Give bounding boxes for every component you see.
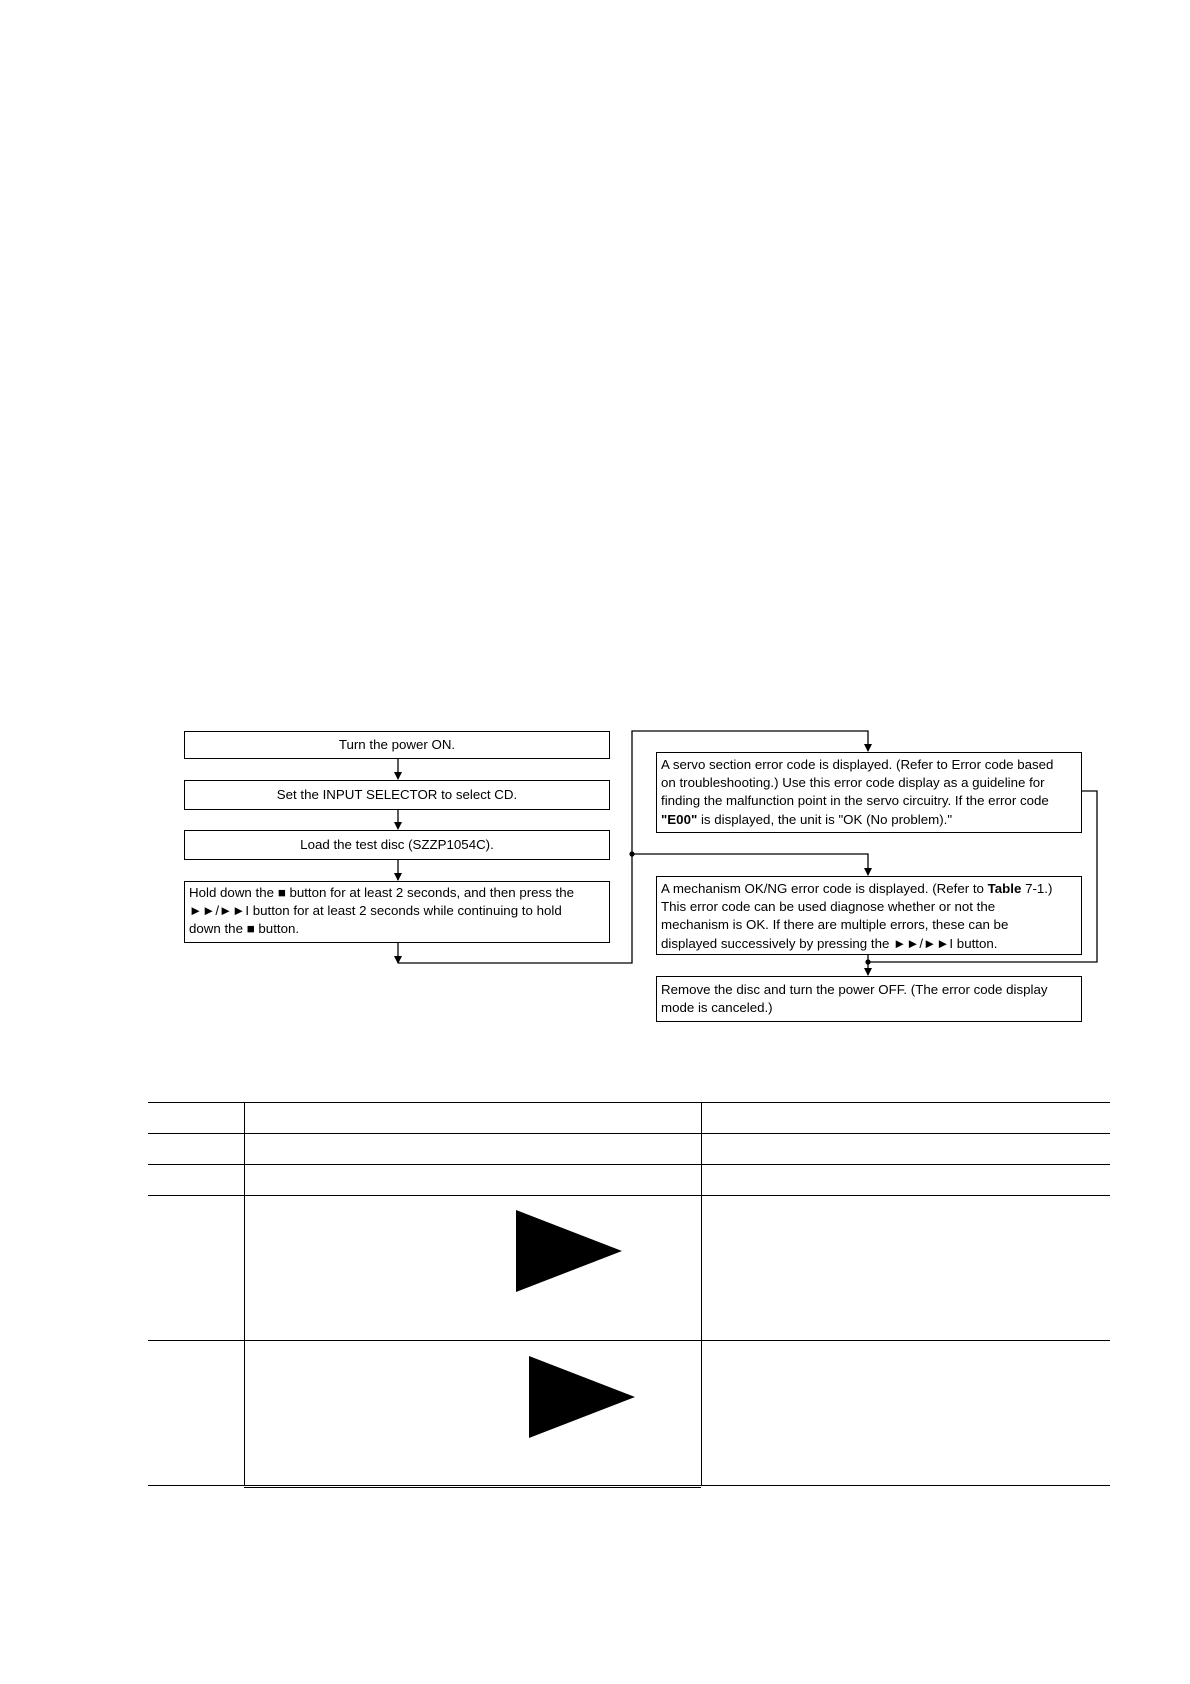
servo-line-1: A servo section error code is displayed. (Refer to Error code based — [661, 757, 1054, 772]
table-rule-row-2 — [148, 1164, 1110, 1165]
table-ref: Table — [987, 881, 1022, 896]
step-hold-line-2: ►►/►►I button for at least 2 seconds while continuing to hold — [189, 903, 562, 919]
table-rule-row-4 — [148, 1340, 1110, 1341]
play-triangle-icon — [516, 1210, 622, 1292]
step-load-test-disc-text: Load the test disc (SZZP1054C). — [300, 836, 494, 852]
table-rule-bottom — [148, 1485, 1110, 1486]
mechanism-line-3: mechanism is OK. If there are multiple errors, these can be — [661, 917, 1009, 933]
mechanism-line-2: This error code can be used diagnose whether or not the — [661, 899, 996, 915]
servo-line-4: "E00" is displayed, the unit is "OK (No problem)." — [661, 811, 953, 827]
step-set-input-selector-text: Set the INPUT SELECTOR to select CD. — [276, 786, 518, 802]
step-turn-power-on — [184, 731, 610, 759]
step-set-input-selector — [184, 780, 610, 810]
mechanism-line-1: A mechanism OK/NG error code is displayed. (Refer to Table 7-1.) — [661, 881, 1053, 896]
remove-line-2: mode is canceled.) — [661, 1000, 773, 1016]
table-rule-row-3 — [148, 1195, 1110, 1196]
skip-forward-icon: ►►/►►I — [893, 935, 954, 951]
table-rule-row-1 — [148, 1133, 1110, 1134]
junction-dot-left — [629, 851, 634, 856]
mechanism-line-4: displayed successively by pressing the ►►/►►I button. — [661, 935, 998, 951]
table-rule-top — [148, 1102, 1110, 1103]
stop-icon: ■ — [246, 921, 255, 937]
table-col-divider-2 — [701, 1102, 702, 1486]
play-triangle-icon — [529, 1356, 635, 1438]
servo-error-box — [656, 752, 1082, 833]
error-code-e00: "E00" — [661, 811, 698, 827]
skip-forward-icon: ►►/►►I — [189, 903, 250, 919]
connector-branch-mechanism — [632, 854, 868, 875]
step-hold-line-3: down the ■ button. — [189, 921, 300, 937]
junction-dot-bottom — [865, 959, 870, 964]
step-hold-down-buttons — [184, 881, 610, 943]
remove-disc-box — [656, 976, 1082, 1022]
servo-line-2: on troubleshooting.) Use this error code display as a guideline for — [661, 775, 1045, 791]
empty-table — [148, 1095, 1110, 1487]
table-col-divider-1 — [244, 1102, 245, 1486]
table-rule-bottom-middle — [244, 1487, 701, 1488]
step-turn-power-on-text: Turn the power ON. — [338, 736, 456, 752]
stop-icon: ■ — [277, 885, 286, 900]
remove-line-1: Remove the disc and turn the power OFF. (The error code display — [661, 982, 1048, 997]
step-load-test-disc — [184, 830, 610, 860]
servo-line-3: finding the malfunction point in the servo circuitry. If the error code — [661, 793, 1049, 809]
step-hold-line-1: Hold down the ■ button for at least 2 seconds, and then press the — [189, 885, 575, 900]
mechanism-error-box — [656, 876, 1082, 955]
